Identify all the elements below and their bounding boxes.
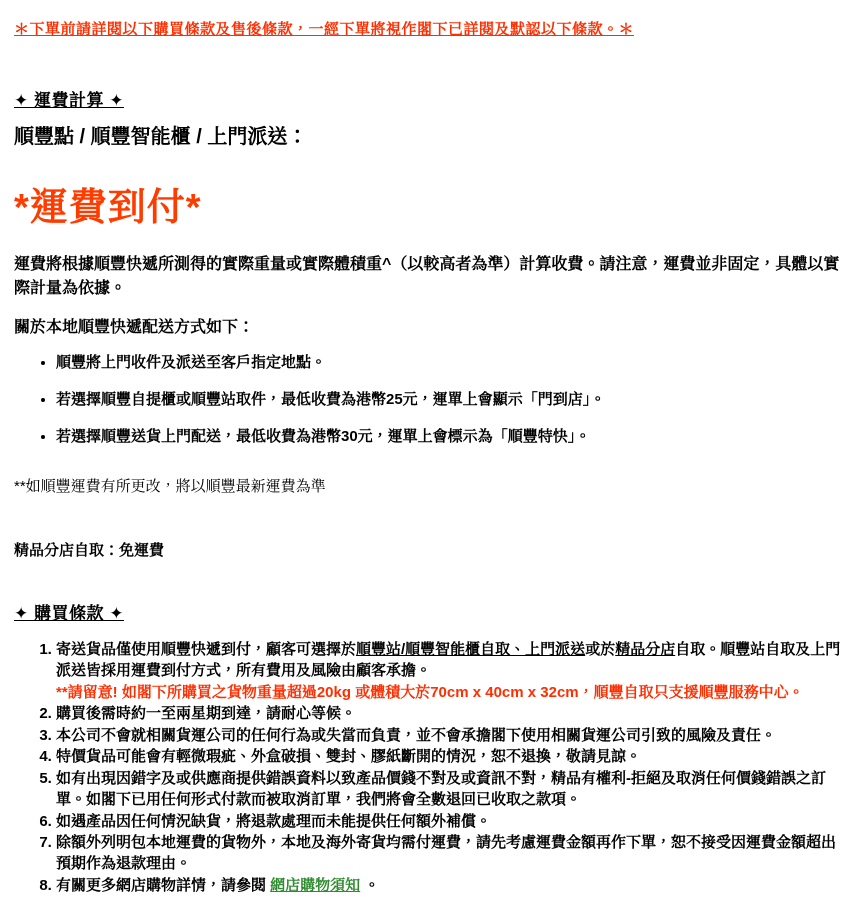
delivery-method-item: • 若選擇順豐送貨上門配送，最低收費為港幣30元，運單上會標示為「順豐特快」。	[56, 428, 847, 446]
term-item-7: 7. 除額外列明包本地運費的貨物外，本地及海外寄貨均需付運費，請先考慮運費金額再作下單，恕不接受因運費金額超出預期作為退款理由。	[56, 832, 847, 875]
term-8-text: 有關更多網店購物詳情，請參閱	[56, 876, 271, 894]
store-pickup-free-note: 精品分店自取：免運費	[14, 542, 165, 559]
shipping-section-title: ✦ 運費計算 ✦	[14, 91, 124, 110]
freight-collect-headline: *運費到付*	[14, 187, 202, 229]
term-1-text: 自取。順豐站自取及上門派送皆採用運費到付方式，所有費用及風險由顧客承擔。	[56, 641, 841, 680]
term-item-6: 6. 如遇產品因任何情況缺貨，將退款處理而未能提供任何額外補償。	[56, 811, 847, 832]
purchase-terms-list	[14, 639, 847, 896]
term-item-4: 4. 特價貨品可能會有輕微瑕疵、外盒破損、雙封、膠紙斷開的情況，恕不退換，敬請見諒。	[56, 746, 847, 767]
term-8-text: 。	[360, 876, 380, 894]
term-item-2: 2. 購買後需時約一至兩星期到達，請耐心等候。	[56, 703, 847, 724]
shipping-intro-paragraph: 運費將根據順豐快遞所測得的實際重量或實際體積重^（以較高者為準）計算收費。請注意，運費並非固定，具體以實際計量為依據。	[14, 256, 840, 297]
terms-section-title: ✦ 購買條款 ✦	[14, 604, 124, 623]
term-item-5: 5. 如有出現因錯字及或供應商提供錯誤資料以致產品價錢不對及或資訊不對，精品有權利-拒絕及取消任何價錢錯誤之訂單。如閣下已用任何形式付款而被取消訂單，我們將會全數退回已收取之款項。	[56, 768, 847, 811]
freight-change-note: **如順豐運費有所更改，將以順豐最新運費為準	[14, 478, 326, 495]
shop-guide-link[interactable]: 網店購物須知	[270, 876, 361, 894]
delivery-method-item: • 順豐將上門收件及派送至客戶指定地點。	[56, 354, 847, 372]
term-item-8	[56, 875, 847, 896]
delivery-methods-list	[14, 354, 847, 446]
term-item-3: 3. 本公司不會就相關貨運公司的任何行為或失當而負責，並不會承擔閣下使用相關貨運公司引致的風險及責任。	[56, 725, 847, 746]
term-1-text: 或於	[585, 641, 616, 658]
delivery-method-item: • 若選擇順豐自提櫃或順豐站取件，最低收費為港幣25元，運單上會顯示「門到店」。	[56, 391, 847, 409]
delivery-methods-intro: 關於本地順豐快遞配送方式如下：	[14, 319, 255, 336]
term-1-text: 寄送貨品僅使用順豐快遞到付，顧客可選擇於	[56, 641, 357, 658]
term-item-1	[56, 639, 847, 703]
term-1-underline-pickup-options: 順豐站/順豐智能櫃自取、上門派送	[356, 641, 586, 658]
term-1-underline-boutique: 精品分店	[615, 641, 676, 658]
shipping-subtitle: 順豐點 / 順豐智能櫃 / 上門派送：	[14, 126, 308, 148]
term-1-weight-warning: **請留意! 如閣下所購買之貨物重量超過20kg 或體積大於70cm x 40cm x 32cm，順豐自取只支援順豐服務中心。	[56, 683, 804, 701]
top-purchase-notice: ＊下單前請詳閱以下購買條款及售後條款，一經下單將視作閣下已詳閱及默認以下條款。＊	[14, 21, 635, 38]
